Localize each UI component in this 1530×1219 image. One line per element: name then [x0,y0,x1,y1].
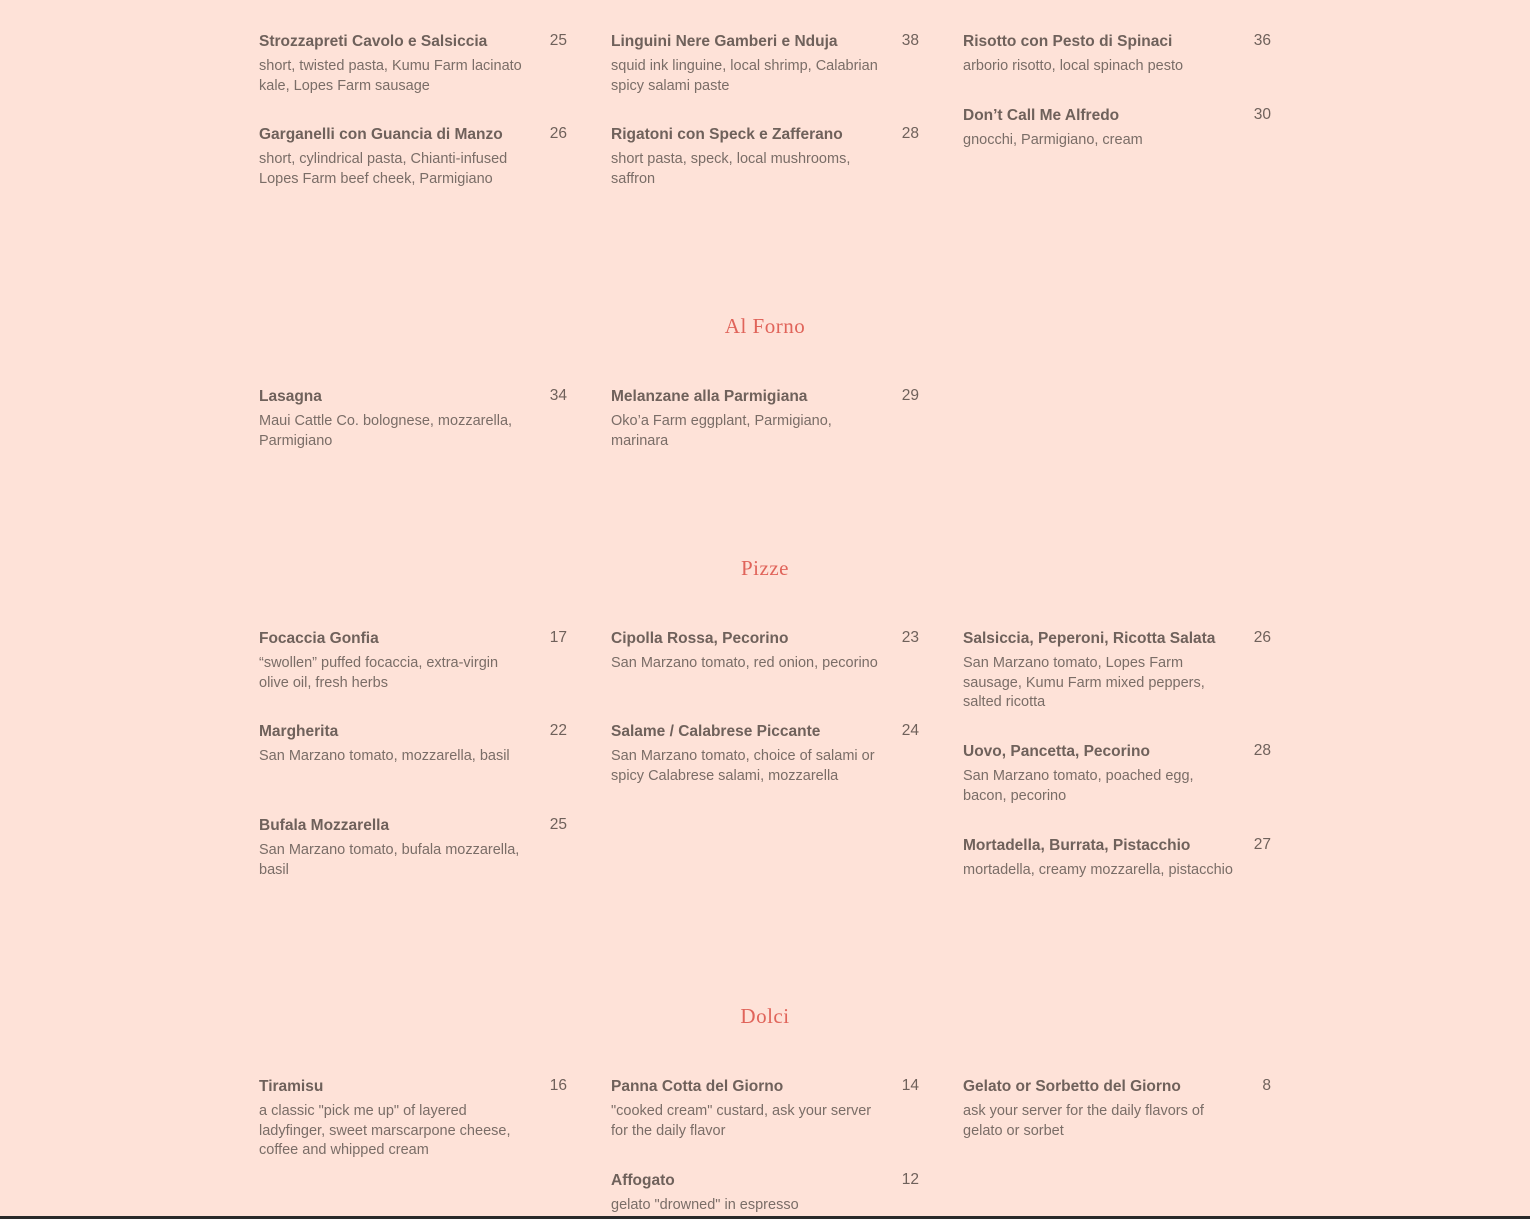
section-title-pizze: Pizze [741,556,789,580]
menu-item-name: Affogato [611,1172,675,1189]
menu-item [963,32,1271,77]
menu-item-price: 30 [1253,106,1271,123]
menu-item-description: San Marzano tomato, choice of salami or spicy Calabrese salami, mozzarella [611,748,875,784]
menu-item [611,1077,919,1141]
menu-item-name: Tiramisu [259,1078,324,1095]
menu-item-price: 12 [901,1171,919,1188]
menu-item-name: Cipolla Rossa, Pecorino [611,630,789,647]
menu-item-name: Strozzapreti Cavolo e Salsiccia [259,33,488,50]
menu-item-description: San Marzano tomato, red onion, pecorino [611,655,878,671]
menu-item-name: Salsiccia, Peperoni, Ricotta Salata [963,630,1216,647]
menu-item-name: Garganelli con Guancia di Manzo [259,126,503,143]
menu-item-description: Oko’a Farm eggplant, Parmigiano, marinara [611,413,832,449]
menu-item-description: Maui Cattle Co. bolognese, mozzarella, Parmigiano [259,413,513,449]
menu-item-description: “swollen” puffed focaccia, extra-virgin olive oil, fresh herbs [259,655,499,691]
menu-item-description: ask your server for the daily flavors of gelato or sorbet [963,1103,1204,1139]
menu-item-price: 25 [549,32,567,49]
menu-item-name: Gelato or Sorbetto del Giorno [963,1078,1181,1095]
menu-item-name: Don’t Call Me Alfredo [963,107,1120,124]
menu-item [963,629,1271,713]
menu-item [963,836,1271,881]
menu-item-price: 28 [1253,742,1271,759]
menu-item-name: Linguini Nere Gamberi e Nduja [611,33,838,50]
menu-item-description: arborio risotto, local spinach pesto [963,58,1184,74]
menu-item [259,387,567,451]
menu-item [259,1077,567,1161]
section-title-dolci: Dolci [740,1004,790,1028]
menu-item-description: mortadella, creamy mozzarella, pistacchio [963,862,1233,878]
section-title-al-forno: Al Forno [724,314,806,338]
menu-item [611,387,919,451]
menu-item-price: 26 [549,125,567,142]
menu-item-name: Salame / Calabrese Piccante [611,723,821,740]
menu-item-price: 29 [901,387,919,404]
menu-item-name: Bufala Mozzarella [259,817,390,834]
menu-item-price: 24 [901,722,919,739]
menu-item-description: San Marzano tomato, poached egg, bacon, pecorino [963,768,1194,804]
menu-item-price: 14 [901,1077,919,1094]
menu-item-name: Rigatoni con Speck e Zafferano [611,126,843,143]
menu-item-description: short pasta, speck, local mushrooms, saffron [611,151,851,187]
menu-item-description: San Marzano tomato, Lopes Farm sausage, Kumu Farm mixed peppers, salted ricotta [963,655,1205,711]
menu-item [611,629,919,674]
menu-item-description: "cooked cream" custard, ask your server for the daily flavor [611,1103,872,1139]
menu-item-description: squid ink linguine, local shrimp, Calabrian spicy salami paste [611,58,878,94]
menu-item-price: 22 [549,722,567,739]
menu-item-name: Margherita [259,723,339,740]
menu-item [963,742,1271,806]
menu-item [259,629,567,693]
menu-item-description: gelato "drowned" in espresso [611,1197,799,1213]
menu-item-name: Panna Cotta del Giorno [611,1078,784,1095]
menu-item-name: Uovo, Pancetta, Pecorino [963,743,1150,760]
menu-item-price: 36 [1253,32,1271,49]
menu-item [259,722,567,767]
menu-item-description: San Marzano tomato, bufala mozzarella, basil [259,842,520,878]
menu-item [611,125,919,189]
menu-item [611,722,919,786]
menu-item-name: Risotto con Pesto di Spinaci [963,33,1173,50]
menu-item [259,125,567,189]
menu-item-price: 16 [549,1077,567,1094]
menu-item [611,32,919,96]
menu-item-price: 23 [901,629,919,646]
menu-item [259,32,567,96]
menu-item-name: Mortadella, Burrata, Pistacchio [963,837,1191,854]
menu-item-price: 34 [549,387,567,404]
menu-item [611,1171,919,1216]
menu-item-name: Lasagna [259,388,322,405]
menu-item-description: short, cylindrical pasta, Chianti-infused Lopes Farm beef cheek, Parmigiano [259,151,508,187]
menu-item-price: 8 [1262,1077,1271,1094]
menu-item-price: 28 [901,125,919,142]
menu-item-price: 17 [549,629,567,646]
menu-item-description: short, twisted pasta, Kumu Farm lacinato kale, Lopes Farm sausage [259,58,522,94]
menu-item-description: San Marzano tomato, mozzarella, basil [259,748,510,764]
menu-item [963,1077,1271,1141]
menu-item-description: a classic "pick me up" of layered ladyfinger, sweet marscarpone cheese, coffee and whipped cream [259,1103,511,1159]
menu-item-price: 27 [1253,836,1271,853]
menu-item-description: gnocchi, Parmigiano, cream [963,132,1143,148]
menu-item-price: 26 [1253,629,1271,646]
menu-item-price: 25 [549,816,567,833]
menu-item [259,816,567,880]
menu-item-name: Focaccia Gonfia [259,630,379,647]
menu-item [963,106,1271,151]
menu-item-price: 38 [901,32,919,49]
menu-item-name: Melanzane alla Parmigiana [611,388,808,405]
